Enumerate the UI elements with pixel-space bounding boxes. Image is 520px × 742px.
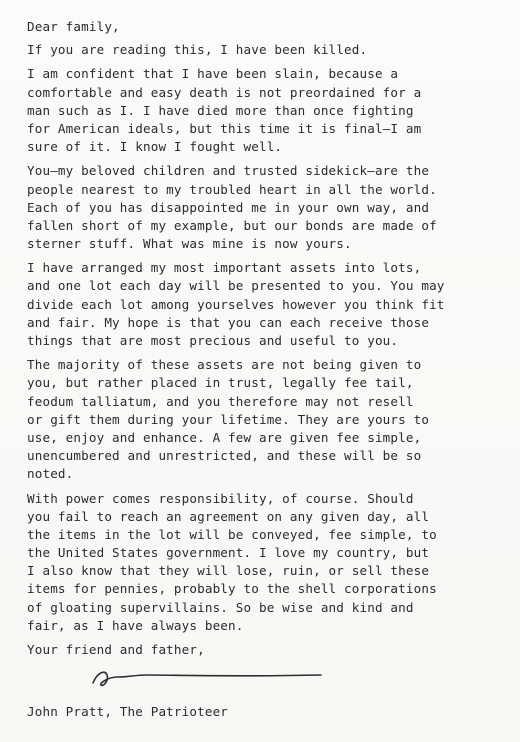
paragraph-line: fallen short of my example, but our bonds are made of	[27, 217, 437, 233]
signature	[27, 659, 498, 699]
greeting: Dear family,	[27, 19, 120, 34]
paragraph-line: unencumbered and unrestricted, and these will be so	[27, 448, 422, 464]
paragraph-line: If you are reading this, I have been killed.	[27, 42, 368, 58]
paragraph-line: the United States government. I love my country, but	[27, 545, 430, 561]
paragraph-3	[27, 162, 498, 253]
paragraph-line: you, but rather placed in trust, legally fee tail,	[27, 375, 414, 391]
paragraph-5	[27, 356, 498, 483]
paragraph-4	[27, 259, 498, 350]
closing: Your friend and father,	[27, 642, 205, 657]
paragraph-line: feodum talliatum, and you therefore may not resell	[27, 393, 414, 409]
paragraph-line: I also know that they will lose, ruin, or sell these	[27, 563, 430, 579]
paragraph-line: You—my beloved children and trusted sidekick—are the	[27, 163, 430, 179]
paragraph-line: you fail to reach an agreement on any given day, all	[27, 508, 430, 524]
paragraph-line: Each of you has disappointed me in your own way, and	[27, 199, 430, 215]
paragraph-line: of gloating supervillains. So be wise and kind and	[27, 599, 414, 615]
paragraph-line: for American ideals, but this time it is final—I am	[27, 120, 422, 136]
paragraph-1	[27, 41, 498, 59]
paragraph-2	[27, 65, 498, 156]
signature-name: John Pratt, The Patrioteer	[27, 704, 229, 720]
paragraph-line: use, enjoy and enhance. A few are given fee simple,	[27, 429, 422, 445]
paragraph-line: items for pennies, probably to the shell corporations	[27, 581, 437, 597]
paragraph-line: things that are most precious and useful to you.	[27, 333, 399, 348]
paragraph-line: sterner stuff. What was mine is now yours.	[27, 236, 352, 252]
paragraph-line: and one lot each day will be presented to you. You may	[27, 278, 445, 294]
paragraph-line: I have arranged my most important assets into lots,	[27, 260, 422, 276]
paragraph-line: noted.	[27, 466, 74, 482]
paragraph-line: man such as I. I have died more than once fighting	[27, 102, 414, 118]
paragraph-line: The majority of these assets are not being given to	[27, 357, 422, 373]
paragraph-6	[27, 490, 498, 636]
paragraph-line: the items in the lot will be conveyed, fee simple, to	[27, 526, 437, 542]
paragraph-line: people nearest to my troubled heart in all the world.	[27, 181, 437, 197]
paragraph-line: and fair. My hope is that you can each receive those	[27, 314, 430, 330]
paragraph-line: fair, as I have always been.	[27, 617, 244, 633]
paragraph-line: I am confident that I have been slain, because a	[27, 66, 399, 82]
paragraph-line: divide each lot among yourselves however you think fit	[27, 296, 445, 312]
paragraph-line: comfortable and easy death is not preordained for a	[27, 84, 422, 100]
paragraph-line: sure of it. I know I fought well.	[27, 139, 283, 155]
paragraph-line: or gift them during your lifetime. They are yours to	[27, 411, 430, 427]
signature-scribble-icon	[87, 655, 327, 695]
paragraph-line: With power comes responsibility, of course. Should	[27, 490, 414, 506]
